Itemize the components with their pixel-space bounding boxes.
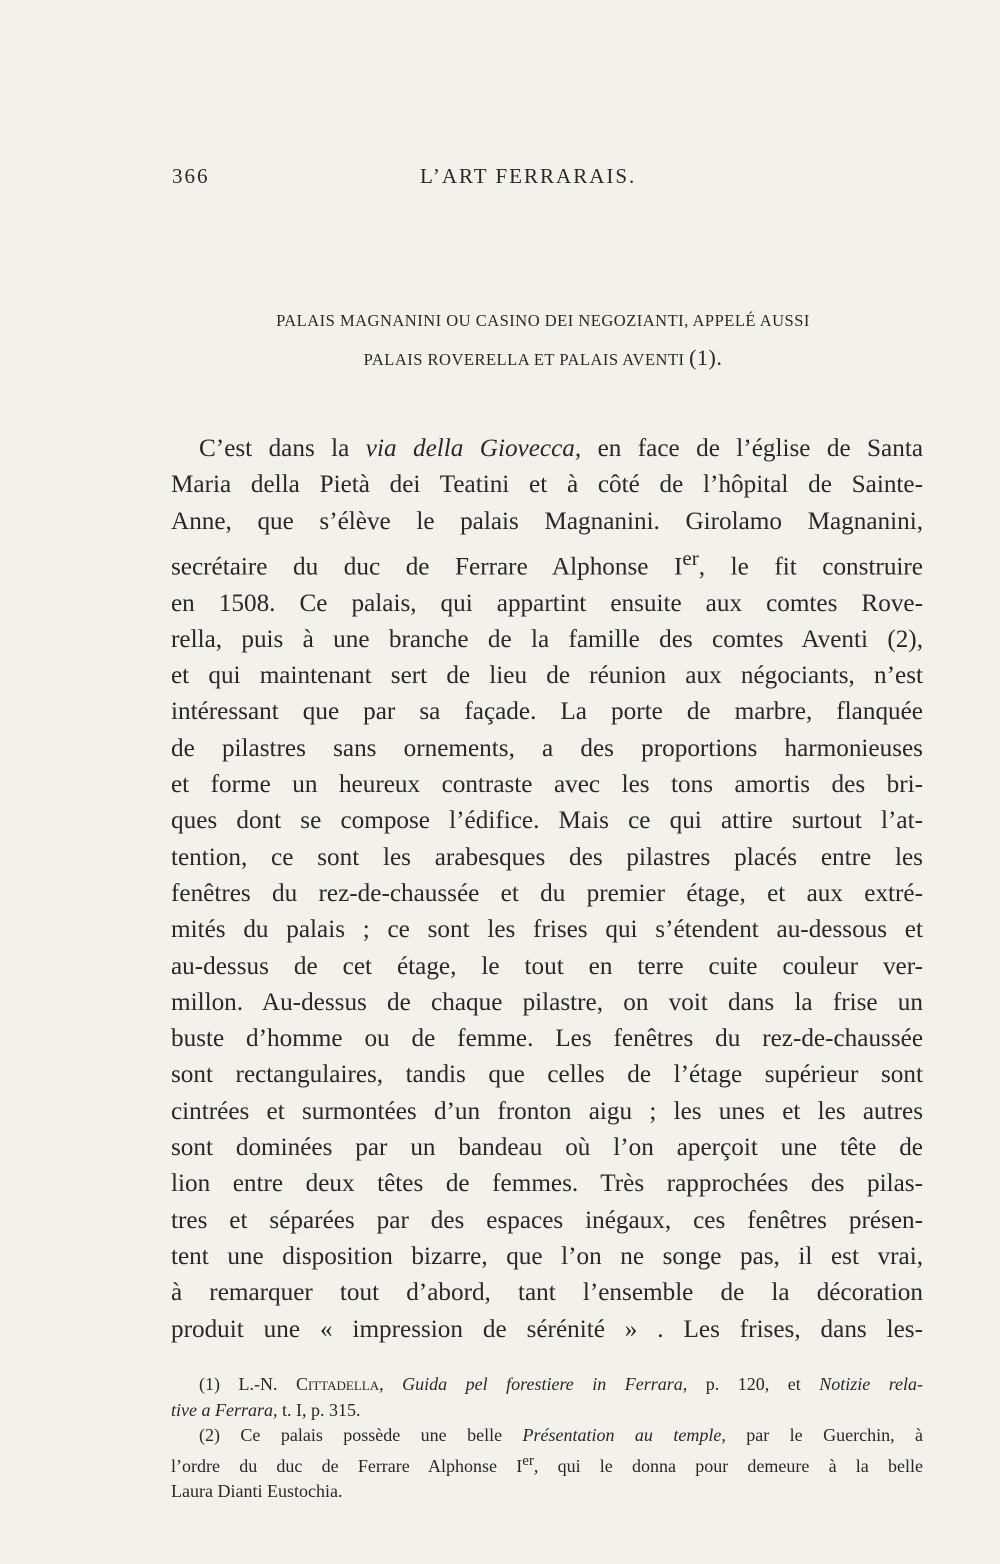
body-line: au-dessus de cet étage, le tout en terre cuite couleur ver- [171, 952, 923, 980]
footnote-1-title-2: Notizie rela- [819, 1374, 924, 1394]
section-heading [150, 302, 936, 378]
footnote-1-pages: p. 120, et [687, 1374, 820, 1394]
body-line: tent une disposition bizarre, que l’on ne songe pas, il est vrai, [171, 1242, 923, 1270]
body-line: fenêtres du rez-de-chaussée et du premier étage, et aux extré- [171, 879, 923, 907]
body-line: cintrées et surmontées d’un fronton aigu ; les unes et les autres [171, 1097, 923, 1125]
footnote-1-title-2-cont: tive a Ferrara, [171, 1399, 278, 1420]
page-number: 366 [172, 164, 210, 188]
footnote-2-line-3: Laura Dianti Eustochia. [171, 1481, 343, 1501]
footnote-2-text-c: l’ordre du duc de Ferrare Alphonse I [171, 1455, 523, 1476]
heading-line-2 [150, 339, 936, 378]
body-line: sont rectangulaires, tandis que celles de l’étage supérieur sont [171, 1061, 923, 1089]
body-line: et qui maintenant sert de lieu de réunion aux négociants, n’est [171, 662, 923, 690]
body-line: à remarquer tout d’abord, tant l’ensemble de la décoration [171, 1279, 923, 1307]
body-line [171, 540, 923, 586]
body-line: Anne, que s’élève le palais Magnanini. Girolamo Magnanini, [171, 507, 923, 535]
body-line: buste d’homme ou de femme. Les fenêtres du rez-de-chaussée [171, 1025, 923, 1053]
footnotes [171, 1372, 923, 1505]
body-text-run: C’est dans la [199, 435, 366, 462]
body-line: tres et séparées par des espaces inégaux, ces fenêtres présen- [171, 1206, 923, 1234]
body-text-run: , le fit construire [698, 553, 923, 581]
body-line: de pilastres sans ornements, a des proportions harmonieuses [171, 734, 923, 762]
footnote-1-title: Guida pel forestiere in Ferrara, [402, 1374, 688, 1394]
body-line: intéressant que par sa façade. La porte de marbre, flanquée [171, 698, 923, 726]
body-line: Maria della Pietà dei Teatini et à côté de l’hôpital de Sainte- [171, 471, 923, 499]
footnote-2-superscript: er [522, 1452, 534, 1469]
footnote-1-author: L.-N. Cittadella, [238, 1374, 384, 1394]
heading-line-2-text: PALAIS ROVERELLA ET PALAIS AVENTI [363, 350, 685, 369]
body-line: tention, ce sont les arabesques des pilastres placés entre les [171, 843, 923, 871]
body-line: sont dominées par un bandeau où l’on aperçoit une tête de [171, 1134, 923, 1162]
body-line: en 1508. Ce palais, qui appartint ensuite aux comtes Rove- [171, 589, 923, 617]
body-line: lion entre deux têtes de femmes. Très rapprochées des pilas- [171, 1170, 923, 1198]
running-title: L’ART FERRARAIS. [420, 164, 637, 188]
body-line: ques dont se compose l’édifice. Mais ce qui attire surtout l’at- [171, 807, 923, 835]
body-line: produit une « impression de sérénité » . Les frises, dans les- [171, 1315, 923, 1343]
footnote-2-text-b: par le Guerchin, à [725, 1425, 923, 1445]
heading-footnote-ref: (1). [689, 345, 723, 370]
heading-line-1: PALAIS MAGNANINI OU CASINO DEI NEGOZIANTI, APPELÉ AUSSI [276, 311, 810, 330]
body-line: mités du palais ; ce sont les frises qui s’étendent au-dessous et [171, 916, 923, 944]
footnote-2-artwork-title: Présentation au temple, [522, 1425, 726, 1445]
footnote-2-text-a: Ce palais possède une belle [220, 1425, 523, 1445]
body-paragraph [171, 431, 923, 1348]
body-line: et forme un heureux contraste avec les tons amortis des bri- [171, 771, 923, 799]
body-text-run: secrétaire du duc de Ferrare Alphonse I [171, 553, 683, 581]
footnote-2-text-d: , qui le donna pour demeure à la belle [533, 1455, 923, 1476]
body-line [171, 431, 923, 467]
body-text-run: en face de l’église de Santa [581, 435, 924, 462]
body-line: rella, puis à une branche de la famille des comtes Aventi (2), [171, 625, 923, 653]
footnote-2-line-2 [171, 1449, 923, 1480]
superscript: er [682, 545, 699, 570]
body-line: millon. Au-dessus de chaque pilastre, on voit dans la frise un [171, 988, 923, 1016]
footnote-2-marker: (2) [199, 1425, 220, 1445]
footnote-1-line-1 [171, 1372, 923, 1398]
footnote-1-marker: (1) [199, 1374, 220, 1394]
footnote-1-line-2 [171, 1398, 923, 1424]
footnote-1-end: t. I, p. 315. [277, 1399, 361, 1420]
footnote-2-line-1 [171, 1423, 923, 1449]
italic-phrase: via della Giovecca, [365, 435, 582, 462]
